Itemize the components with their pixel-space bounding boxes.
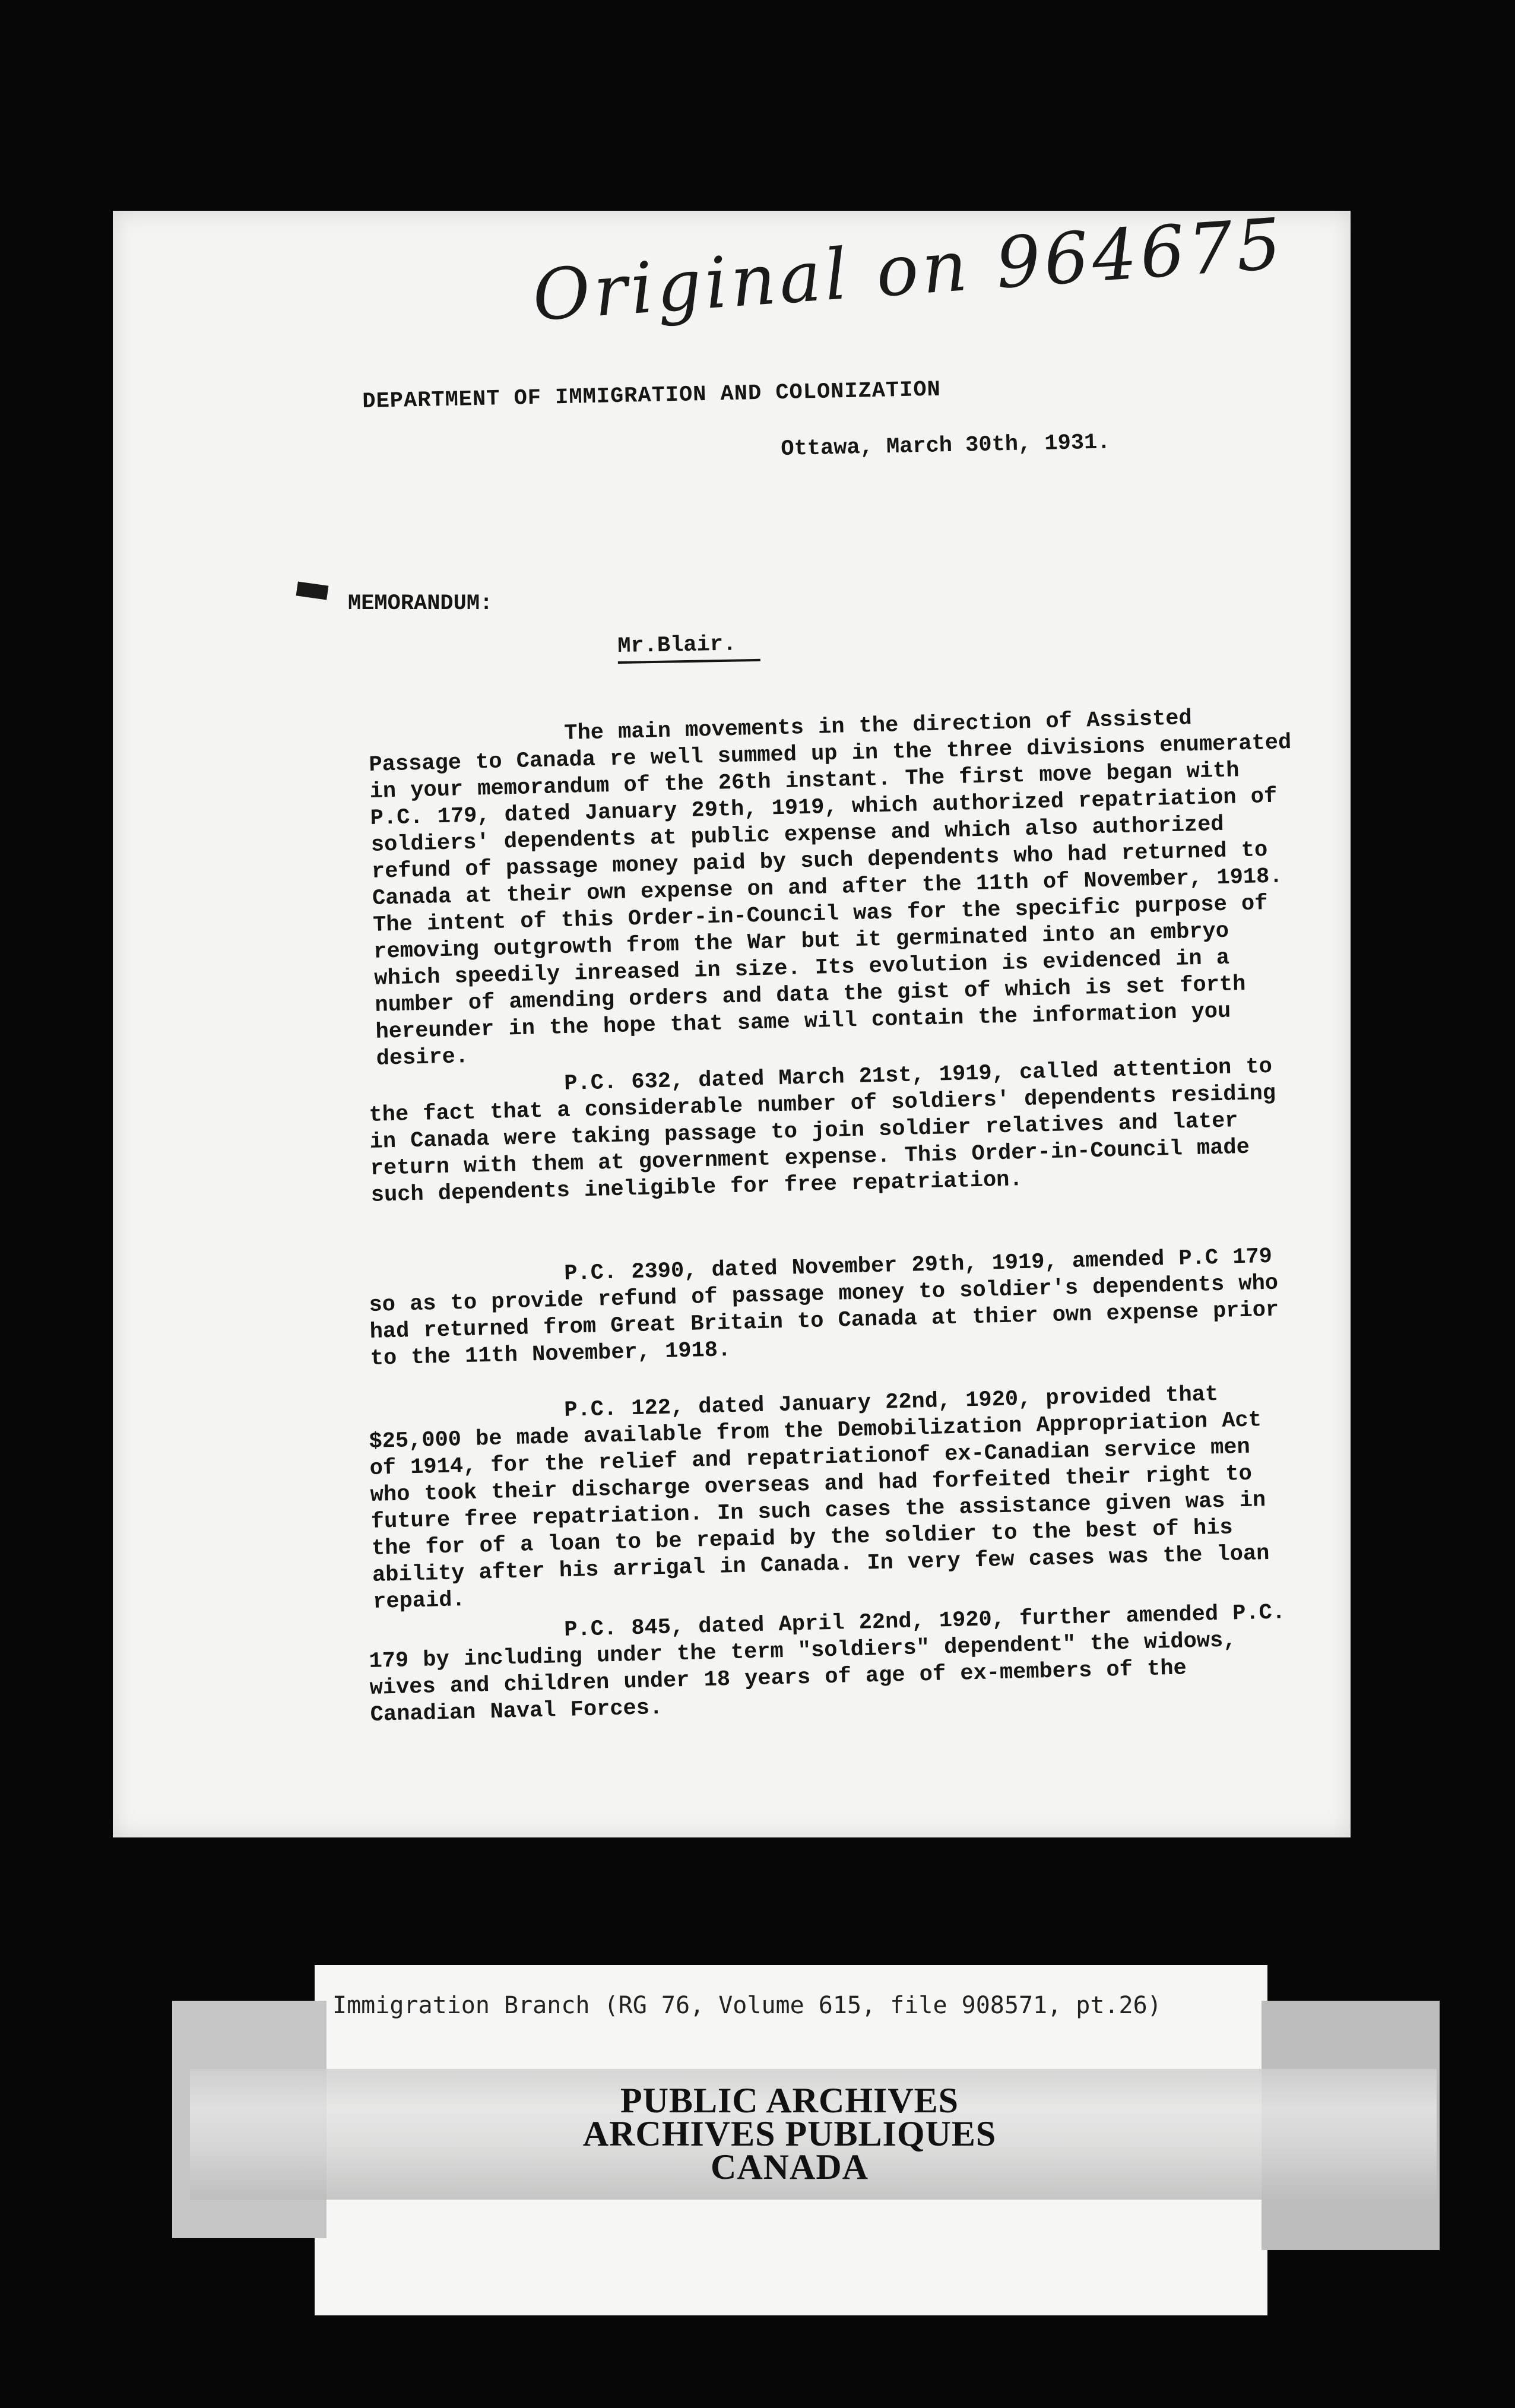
stamp-line-1: PUBLIC ARCHIVES xyxy=(620,2081,959,2120)
paragraph-2: P.C. 632, dated March 21st, 1919, called attention to the fact that a considerable number of soldiers' dependents residing in Canada were taking passage to join soldier relatives and later return with them at government expense. This Order-in-Council made such dependents ineligible for free repatriation. xyxy=(369,1054,1276,1208)
ink-mark xyxy=(296,581,329,600)
addressee: Mr.Blair. xyxy=(617,631,760,664)
stamp-line-3: CANADA xyxy=(711,2147,869,2187)
memorandum-heading: MEMORANDUM: xyxy=(348,591,493,616)
paragraph-3: P.C. 2390, dated November 29th, 1919, amended P.C 179 so as to provide refund of passage money to soldier's dependents who had returned from Great Britain to Canada at thier own expense prior to the 11th November, 1918. xyxy=(369,1244,1279,1371)
paragraph-1: The main movements in the direction of Assisted Passage to Canada re well summed up in the three divisions enumerated in your memorandum of the 26th instant. The first move began with P.C. 179, dated January 29th, 1919, which authorized repatriation of soldiers' dependents at public expense and which also authorized refund of passage money paid by such dependents who had returned to Canada at their own expense on and after the 11th of November, 1918. The intent of this Order-in-Council was for the specific purpose of removing outgrowth from the War but it germinated into an embryo which speedily inreased in size. Its evolution is evidenced in a number of amending orders and data the gist of which is set forth hereunder in the hope that same will contain the information you desire. xyxy=(369,706,1292,1072)
place-date: Ottawa, March 30th, 1931. xyxy=(781,430,1111,462)
paragraph-4: P.C. 122, dated January 22nd, 1920, provided that $25,000 be made available from the Demobilization Appropriation Act of 1914, for the relief and repatriationof ex-Canadian service men who took their discharge overseas and had forfeited their right to future free repatriation. In such cases the assistance given was in the for of a loan to be repaid by the soldier to the best of his ability after his arrigal in Canada. In very few cases was the loan repaid. xyxy=(369,1382,1270,1615)
document-page xyxy=(113,202,1351,1837)
department-heading: DEPARTMENT OF IMMIGRATION AND COLONIZATION xyxy=(362,377,942,414)
handwritten-note: Original on 964675 xyxy=(530,202,1288,337)
paragraph-5: P.C. 845, dated April 22nd, 1920, further amended P.C. 179 by including under the term "soldiers" dependent" the widows, wives and children under 18 years of age of ex-members of the Canadian Naval Forces. xyxy=(369,1600,1286,1728)
archive-reference: Immigration Branch (RG 76, Volume 615, file 908571, pt.26) xyxy=(332,1992,1162,2019)
archives-stamp xyxy=(534,2081,1045,2187)
stamp-line-2: ARCHIVES PUBLIQUES xyxy=(582,2114,997,2153)
archive-label xyxy=(315,1965,1267,2315)
